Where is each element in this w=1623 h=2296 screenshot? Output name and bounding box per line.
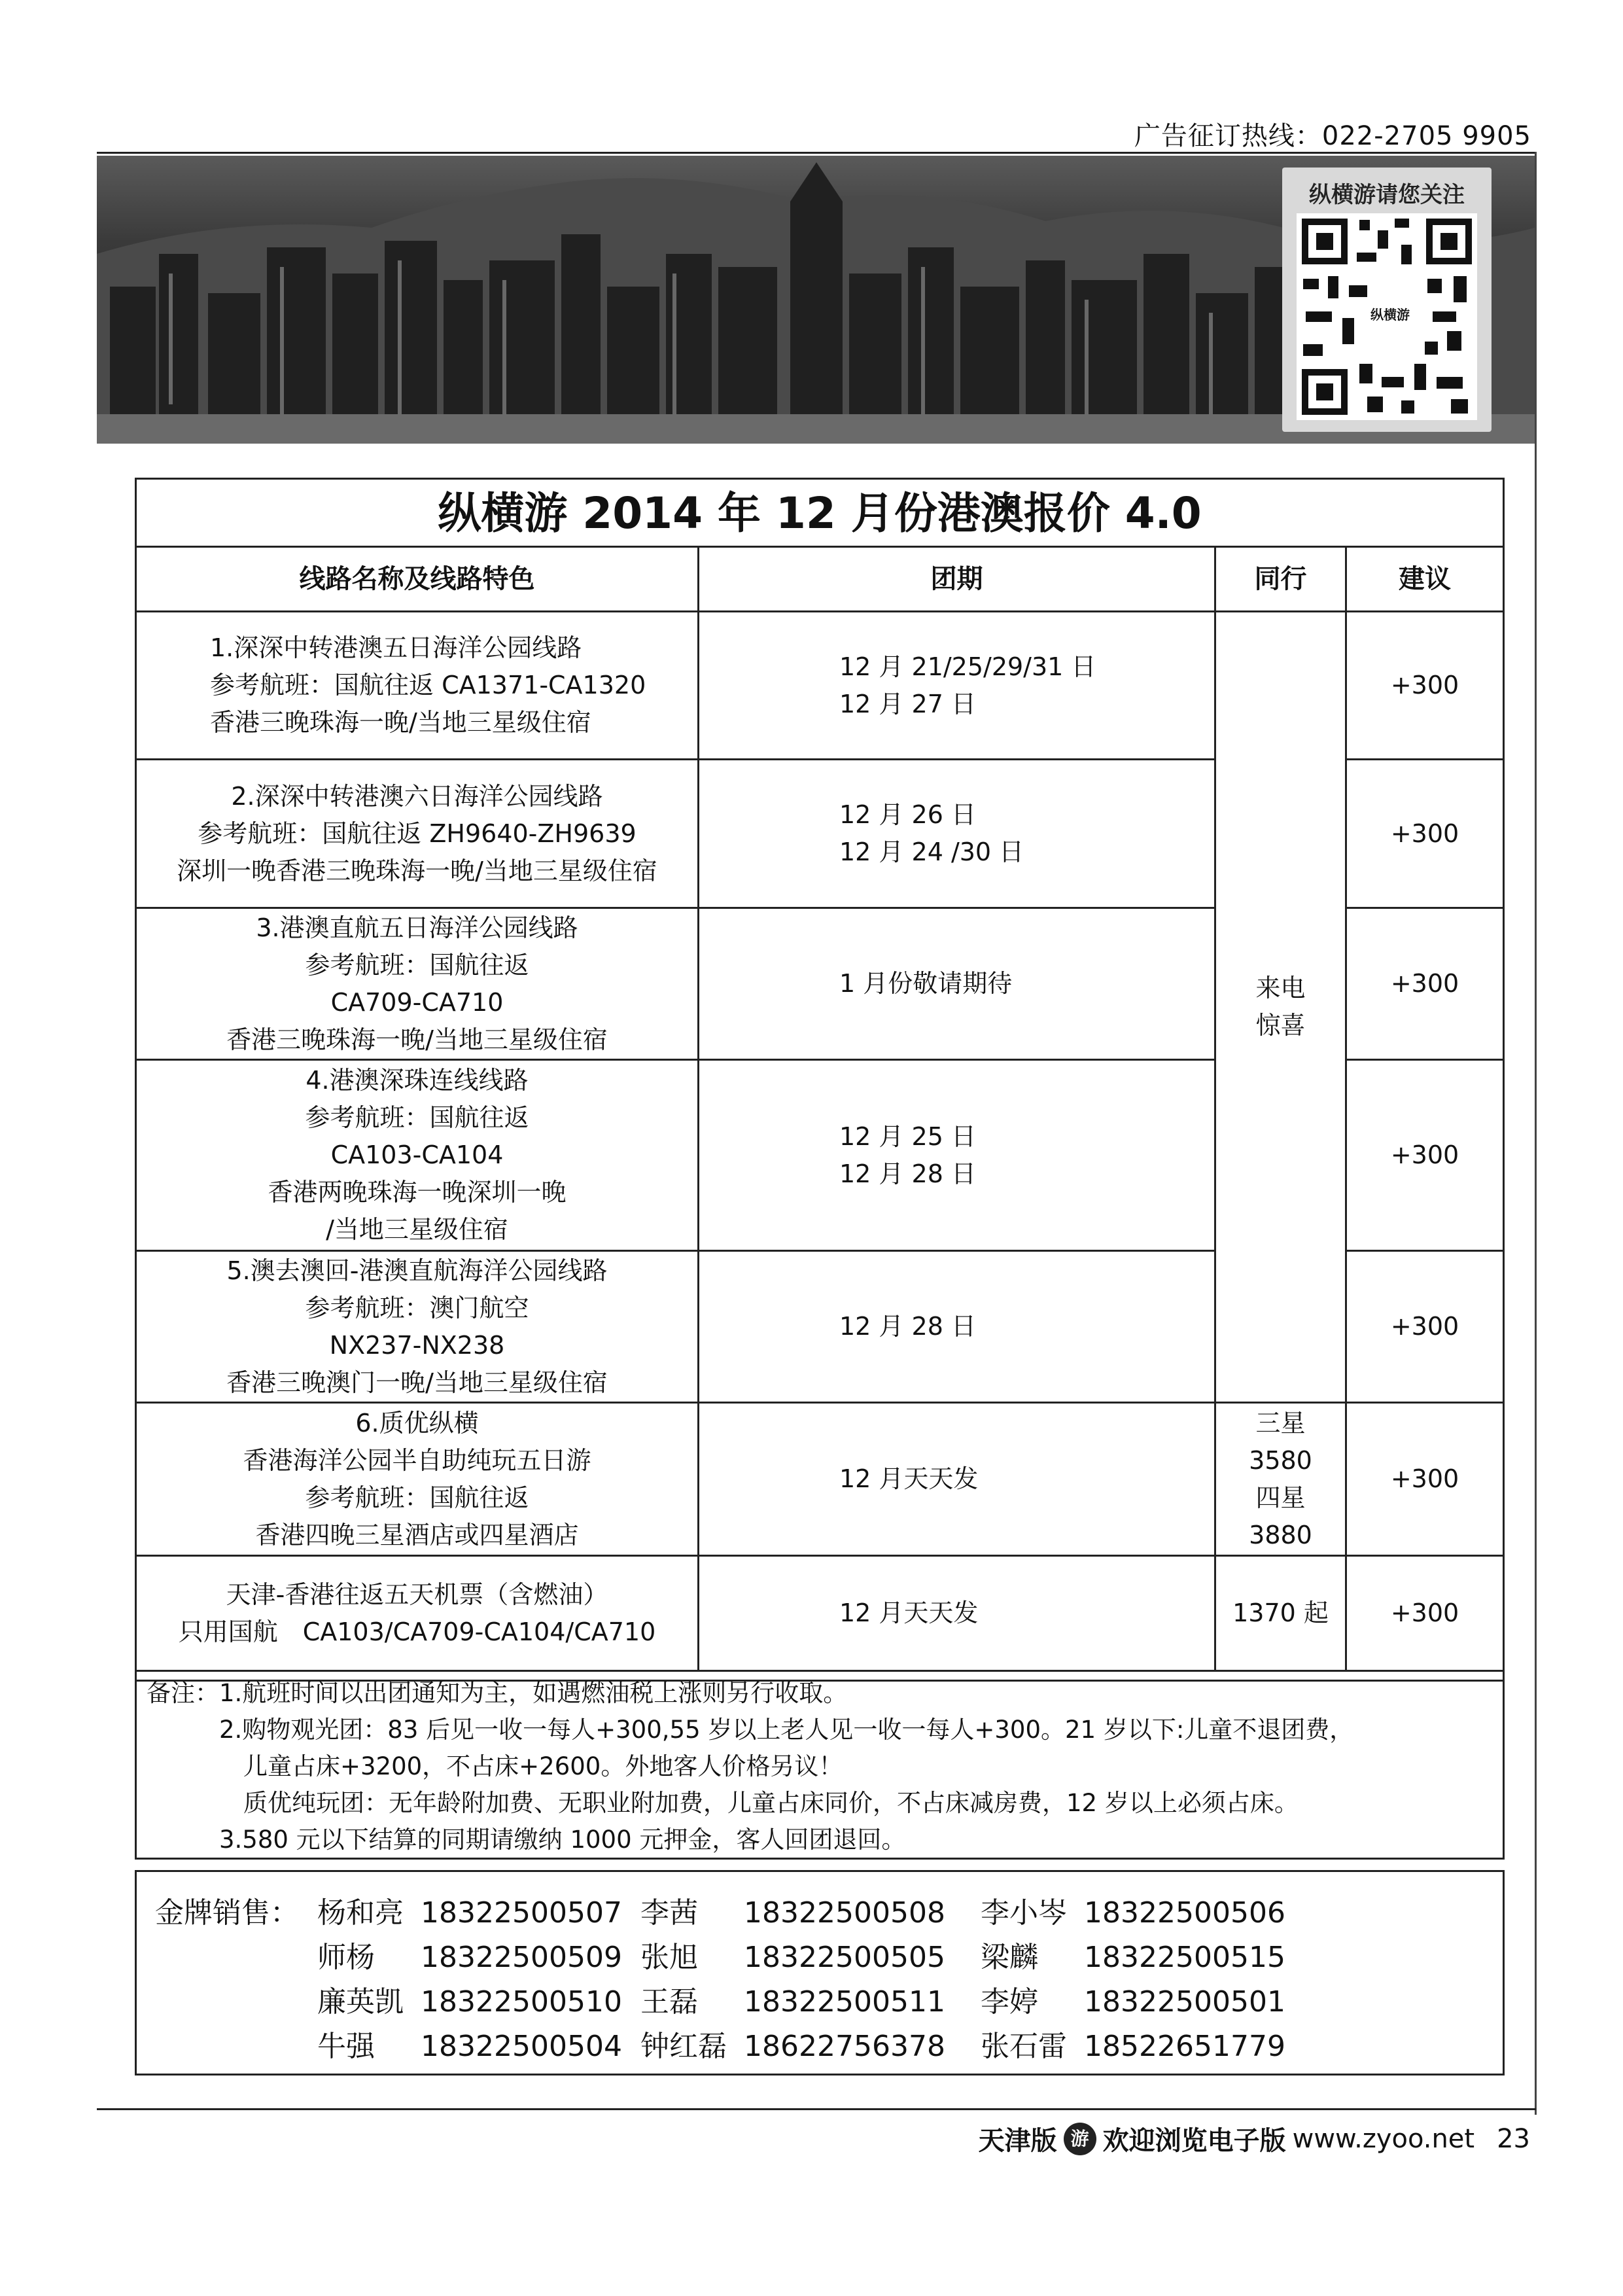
edition-label: 天津版 <box>978 2126 1057 2156</box>
table-row-dates: 12 月 26 日 12 月 24 /30 日 <box>699 760 1216 909</box>
notes-box <box>135 1670 1505 1860</box>
table-row-tongxing: 1370 起 <box>1216 1557 1347 1672</box>
sales-person: 梁麟 18322500515 <box>981 1941 1285 1974</box>
table-row-tongxing: 三星 3580 四星 3880 <box>1216 1404 1347 1557</box>
table-row-route: 4.港澳深珠连线线路 参考航班：国航往返 CA103-CA104 香港两晚珠海一晚深圳一晚 /当地三星级住宿 <box>137 1061 699 1252</box>
table-row-dates: 12 月 25 日 12 月 28 日 <box>699 1061 1216 1252</box>
table-row-suggest: +300 <box>1347 760 1503 909</box>
table-row-suggest: +300 <box>1347 1557 1503 1672</box>
tongxing-merged-cell: 来电 惊喜 <box>1216 612 1347 1404</box>
table-row-dates: 1 月份敬请期待 <box>699 909 1216 1061</box>
table-row-suggest: +300 <box>1347 1252 1503 1404</box>
table-row-suggest: +300 <box>1347 1404 1503 1557</box>
table-title: 纵横游 2014 年 12 月份港澳报价 4.0 <box>137 480 1503 548</box>
table-row-dates: 12 月 28 日 <box>699 1252 1216 1404</box>
table-row-dates: 12 月天天发 <box>699 1557 1216 1672</box>
page-number: 23 <box>1497 2123 1530 2154</box>
qr-code-icon <box>1297 213 1477 420</box>
remarks-notes: 备注：1.航班时间以出团通知为主，如遇燃油税上涨则另行收取。 2.购物观光团：83 后见一收一每人+300,55 岁以上老人见一收一每人+300。21 岁以下:儿童不退团费， 儿童占床+3200，不占床+2600。外地客人价格另议！ 质优纯玩团：无年龄附加费、无职业附加费，儿童占床同价，不占床减房费，12 岁以上必须占床。 3.580 元以下结算的同期请缴纳 1000 元押金，客人回团退回。 <box>147 1679 1354 1854</box>
col-header-dates: 团期 <box>699 548 1216 612</box>
welcome-text: 欢迎浏览电子版 <box>1102 2126 1286 2156</box>
qr-caption: 纵横游请您关注 <box>1309 182 1465 208</box>
right-rule <box>1535 152 1537 2115</box>
sales-person: 廉英凯 18322500510 <box>317 1985 622 2019</box>
sales-person: 李小岑 18322500506 <box>981 1896 1285 1930</box>
table-row-route: 5.澳去澳回-港澳直航海洋公园线路 参考航班：澳门航空 NX237-NX238 香港三晚澳门一晚/当地三星级住宿 <box>137 1252 699 1404</box>
bottom-rule <box>97 2108 1536 2110</box>
table-row-route: 2.深深中转港澳六日海洋公园线路 参考航班：国航往返 ZH9640-ZH9639 深圳一晚香港三晚珠海一晚/当地三星级住宿 <box>137 760 699 909</box>
zyoo-badge-icon: 游 <box>1064 2123 1096 2155</box>
ad-hotline: 广告征订热线：022-2705 9905 <box>1134 121 1531 151</box>
gold-sales-box <box>135 1870 1505 2075</box>
col-header-route: 线路名称及线路特色 <box>137 548 699 612</box>
sales-person: 师杨 18322500509 <box>317 1941 622 1974</box>
sales-person: 李婷 18322500501 <box>981 1985 1285 2019</box>
sales-person: 王磊 18322500511 <box>640 1985 945 2019</box>
top-rule <box>97 152 1536 154</box>
table-row-route: 天津-香港往返五天机票（含燃油） 只用国航 CA103/CA709-CA104/CA710 <box>137 1557 699 1672</box>
col-header-suggest: 建议 <box>1347 548 1503 612</box>
sales-person: 牛强 18322500504 <box>317 2030 622 2063</box>
table-row-route: 6.质优纵横 香港海洋公园半自助纯玩五日游 参考航班：国航往返 香港四晚三星酒店或四星酒店 <box>137 1404 699 1557</box>
qr-panel <box>1282 168 1492 432</box>
sales-person: 张石雷 18522651779 <box>981 2030 1285 2063</box>
page-footer <box>979 2120 1530 2157</box>
table-row-suggest: +300 <box>1347 909 1503 1061</box>
sales-person: 杨和亮 18322500507 <box>317 1896 622 1930</box>
svg-text:纵横游: 纵横游 <box>1370 307 1410 323</box>
table-row-suggest: +300 <box>1347 1061 1503 1252</box>
col-header-tongxing: 同行 <box>1216 548 1347 612</box>
website-url[interactable]: www.zyoo.net <box>1292 2123 1475 2154</box>
table-row-route: 1.深深中转港澳五日海洋公园线路 参考航班：国航往返 CA1371-CA1320 香港三晚珠海一晚/当地三星级住宿 <box>137 612 699 760</box>
table-row-dates: 12 月 21/25/29/31 日 12 月 27 日 <box>699 612 1216 760</box>
price-table <box>135 478 1505 1682</box>
sales-label: 金牌销售： <box>155 1896 299 1930</box>
sales-person: 钟红磊 18622756378 <box>640 2030 945 2063</box>
sales-person: 李茜 18322500508 <box>640 1896 945 1930</box>
table-row-suggest: +300 <box>1347 612 1503 760</box>
table-row-dates: 12 月天天发 <box>699 1404 1216 1557</box>
sales-person: 张旭 18322500505 <box>640 1941 945 1974</box>
table-row-route: 3.港澳直航五日海洋公园线路 参考航班：国航往返 CA709-CA710 香港三晚珠海一晚/当地三星级住宿 <box>137 909 699 1061</box>
